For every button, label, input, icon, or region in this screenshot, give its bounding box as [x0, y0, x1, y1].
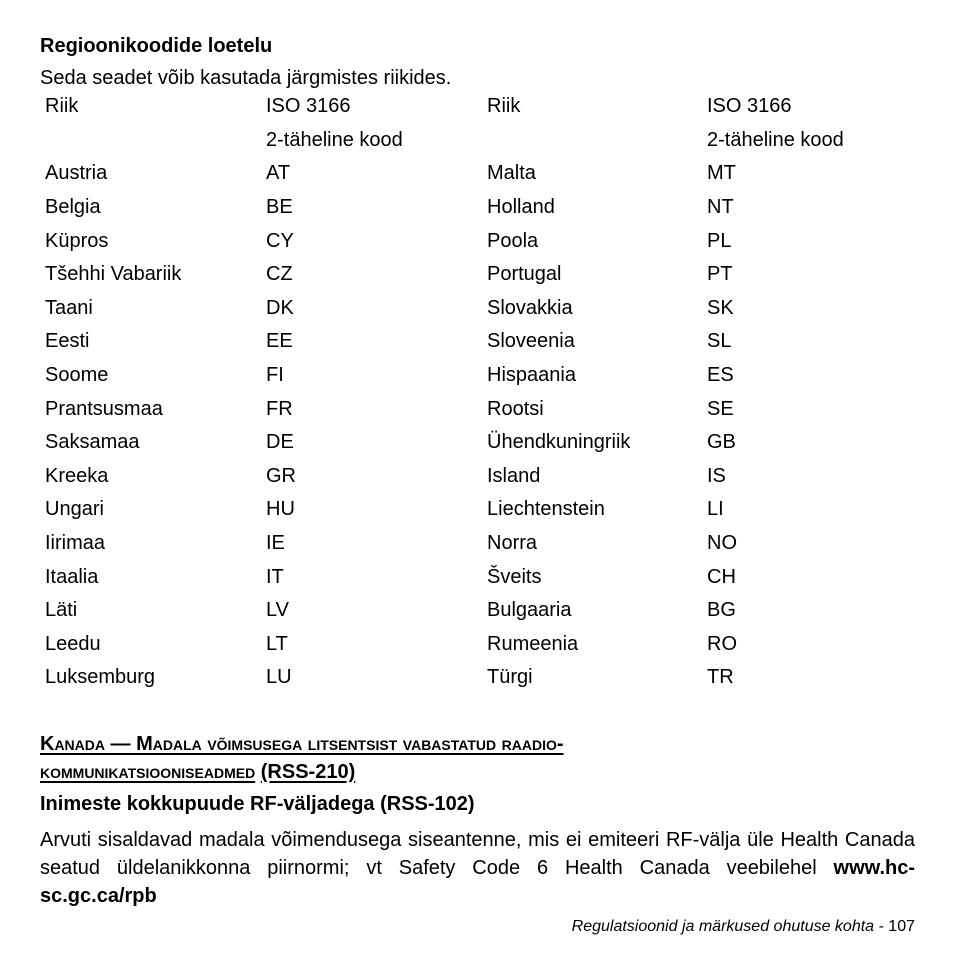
cell-country-right: Hispaania — [487, 364, 576, 387]
header-empty-left — [40, 124, 261, 158]
header-code-right: ISO 3166 — [707, 95, 792, 118]
cell-code-right: IS — [707, 464, 726, 487]
cell-country-left: Eesti — [45, 330, 90, 353]
cell-country-right: Slovakkia — [487, 296, 573, 319]
table-row — [40, 560, 877, 594]
cell-country-right: Šveits — [487, 565, 542, 588]
header-country-left: Riik — [45, 95, 79, 118]
cell-country-left: Luksemburg — [45, 666, 156, 689]
cell-code-right: TR — [707, 666, 734, 689]
cell-code-left: AT — [266, 162, 291, 185]
cell-country-left: Belgia — [45, 196, 101, 219]
cell-country-right: Bulgaaria — [487, 599, 572, 622]
cell-country-left: Kreeka — [45, 464, 109, 487]
cell-country-right: Rootsi — [487, 397, 544, 420]
cell-country-left: Taani — [45, 296, 93, 319]
body-text: Arvuti sisaldavad madala võimendusega siseantenne, mis ei emiteeri RF-välja üle Health Canada seatud üldelanikkonna piirnormi; vt Safety Code 6 Health Canada veebilehel — [40, 829, 915, 879]
cell-code-right: SL — [707, 330, 732, 353]
table-row — [40, 594, 877, 628]
cell-country-right: Island — [487, 464, 541, 487]
cell-code-left: BE — [266, 196, 293, 219]
table-row — [40, 628, 877, 662]
cell-code-left: LV — [266, 599, 289, 622]
cell-code-right: NT — [707, 196, 734, 219]
cell-code-right: MT — [707, 162, 736, 185]
cell-country-right: Ühendkuningriik — [487, 431, 631, 454]
section-heading — [40, 730, 760, 786]
header-code-left: ISO 3166 — [266, 95, 351, 118]
header-country-right: Riik — [487, 95, 521, 118]
health-canada-link[interactable]: www.hc-sc.gc.ca/rpb — [40, 857, 915, 907]
cell-country-left: Saksamaa — [45, 431, 140, 454]
table-header-row-2 — [40, 124, 877, 158]
cell-code-right: RO — [707, 632, 737, 655]
page-title: Regioonikoodide loetelu — [40, 35, 273, 57]
cell-code-right: BG — [707, 599, 736, 622]
cell-country-right: Portugal — [487, 263, 562, 286]
table-header-row — [40, 90, 877, 124]
cell-code-left: IE — [266, 532, 285, 555]
cell-code-left: FR — [266, 397, 293, 420]
table-row — [40, 157, 877, 191]
cell-code-left: LT — [266, 632, 288, 655]
cell-country-right: Holland — [487, 196, 555, 219]
page-number: 107 — [888, 918, 915, 935]
cell-code-right: ES — [707, 364, 734, 387]
table-row — [40, 392, 877, 426]
table-row — [40, 224, 877, 258]
cell-country-left: Läti — [45, 599, 78, 622]
cell-country-left: Austria — [45, 162, 108, 185]
table-row — [40, 460, 877, 494]
section-heading-main: Kanada — Madala võimsusega litsentsist vabastatud raadio-kommunikatsiooniseadmed — [40, 733, 564, 783]
table-row — [40, 191, 877, 225]
table-row — [40, 292, 877, 326]
cell-code-right: NO — [707, 532, 737, 555]
cell-country-right: Sloveenia — [487, 330, 575, 353]
footer-title: Regulatsioonid ja märkused ohutuse kohta - — [571, 918, 884, 935]
header-empty-right — [482, 124, 702, 158]
cell-code-left: LU — [266, 666, 292, 689]
cell-country-right: Türgi — [487, 666, 533, 689]
cell-code-right: GB — [707, 431, 736, 454]
country-code-table — [40, 90, 877, 695]
cell-code-left: HU — [266, 498, 295, 521]
cell-code-right: SK — [707, 296, 734, 319]
cell-code-left: CZ — [266, 263, 293, 286]
cell-code-left: FI — [266, 364, 284, 387]
cell-code-left: DE — [266, 431, 294, 454]
cell-code-left: IT — [266, 565, 284, 588]
cell-code-left: DK — [266, 296, 294, 319]
cell-country-left: Soome — [45, 364, 109, 387]
cell-country-left: Ungari — [45, 498, 104, 521]
cell-country-right: Norra — [487, 532, 538, 555]
cell-country-left: Itaalia — [45, 565, 99, 588]
cell-country-right: Rumeenia — [487, 632, 579, 655]
cell-code-right: PT — [707, 263, 733, 286]
intro-text: Seda seadet võib kasutada järgmistes riikides. — [40, 67, 452, 89]
table-row — [40, 493, 877, 527]
table-row — [40, 527, 877, 561]
cell-country-right: Liechtenstein — [487, 498, 605, 521]
cell-country-left: Küpros — [45, 229, 109, 252]
cell-code-left: GR — [266, 464, 296, 487]
body-paragraph — [40, 826, 915, 910]
cell-code-right: LI — [707, 498, 724, 521]
table-row — [40, 359, 877, 393]
page-footer — [572, 918, 915, 936]
cell-code-right: PL — [707, 229, 732, 252]
section-heading-code: (RSS-210) — [260, 761, 356, 783]
cell-country-right: Malta — [487, 162, 536, 185]
header-code-sub-left: 2-täheline kood — [266, 128, 403, 151]
cell-code-left: EE — [266, 330, 293, 353]
cell-country-left: Iirimaa — [45, 532, 106, 555]
table-row — [40, 325, 877, 359]
table-row — [40, 258, 877, 292]
cell-code-left: CY — [266, 229, 294, 252]
header-code-sub-right: 2-täheline kood — [707, 128, 844, 151]
cell-country-right: Poola — [487, 229, 539, 252]
table-row — [40, 661, 877, 695]
cell-country-left: Prantsusmaa — [45, 397, 163, 420]
cell-code-right: SE — [707, 397, 734, 420]
cell-country-left: Tšehhi Vabariik — [45, 263, 182, 286]
table-row — [40, 426, 877, 460]
subheading: Inimeste kokkupuude RF-väljadega (RSS-102) — [40, 793, 475, 815]
cell-code-right: CH — [707, 565, 736, 588]
cell-country-left: Leedu — [45, 632, 101, 655]
